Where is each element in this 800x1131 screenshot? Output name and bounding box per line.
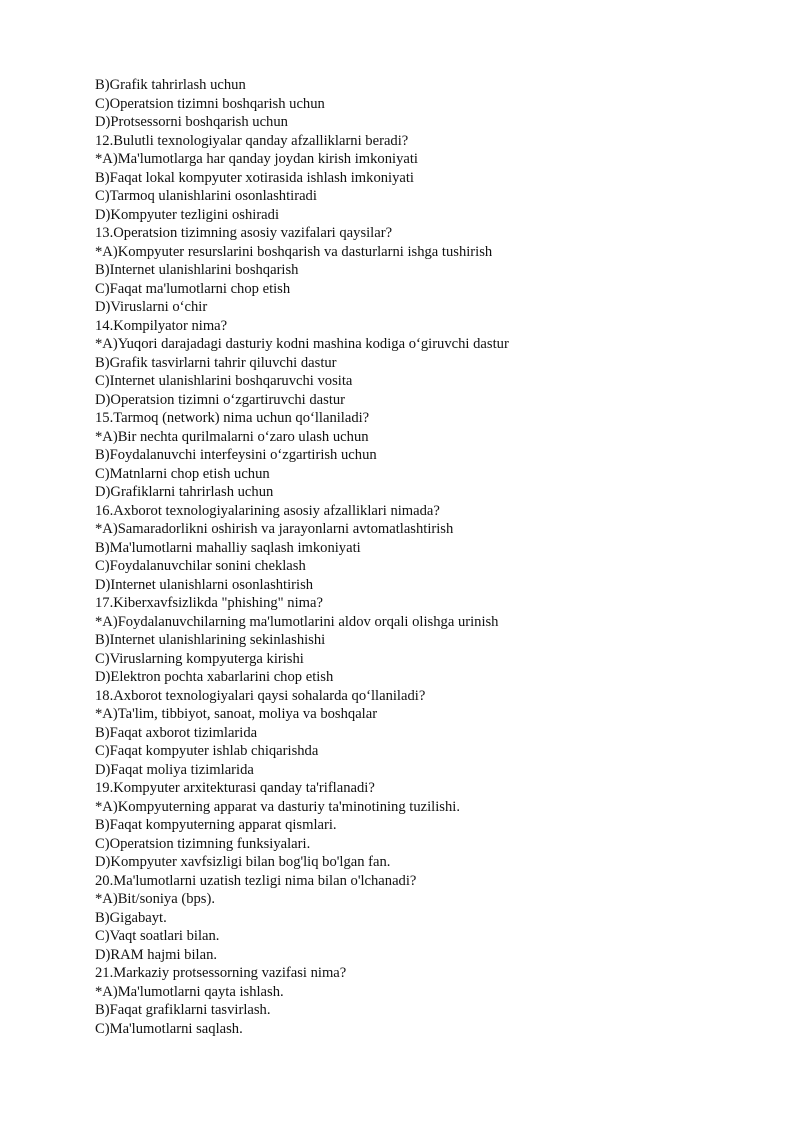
answer-option-line: B)Faqat grafiklarni tasvirlash. [95, 1002, 271, 1018]
answer-option-line: D)Elektron pochta xabarlarini chop etish [95, 669, 334, 685]
correct-answer-line: *A)Bir nechta qurilmalarni o‘zaro ulash uchun [95, 428, 369, 445]
answer-option-line: C)Operatsion tizimning funksiyalari. [95, 835, 311, 852]
answer-option-line: D)Operatsion tizimni o‘zgartiruvchi dastur [95, 391, 346, 408]
answer-option-line: B)Foydalanuvchi interfeysini o‘zgartirish uchun [95, 447, 377, 463]
question-line: 18.Axborot texnologiyalari qaysi sohalarda qo‘llaniladi? [95, 687, 426, 704]
answer-option-line: D)Viruslarni o‘chir [95, 299, 208, 315]
correct-answer-line: *A)Samaradorlikni oshirish va jarayonlarni avtomatlashtirish [95, 521, 454, 537]
correct-answer-line: *A)Bit/soniya (bps). [95, 891, 215, 907]
correct-answer-line: *A)Ma'lumotlarga har qanday joydan kirish imkoniyati [95, 151, 418, 167]
correct-answer-line: *A)Ma'lumotlarni qayta ishlash. [95, 983, 284, 1000]
correct-answer-line: *A)Kompyuterning apparat va dasturiy ta'minotining tuzilishi. [95, 798, 460, 815]
question-line: 20.Ma'lumotlarni uzatish tezligi nima bilan o'lchanadi? [95, 872, 417, 889]
answer-option-line: B)Ma'lumotlarni mahalliy saqlash imkoniyati [95, 539, 361, 556]
answer-option-line: D)Internet ulanishlarni osonlashtirish [95, 576, 314, 593]
answer-option-line: B)Grafik tahrirlash uchun [95, 77, 246, 93]
question-line: 19.Kompyuter arxitekturasi qanday ta'riflanadi? [95, 780, 375, 796]
answer-option-line: B)Gigabayt. [95, 909, 167, 926]
question-line: 13.Operatsion tizimning asosiy vazifalari qaysilar? [95, 225, 393, 241]
answer-option-line: B)Internet ulanishlarining sekinlashishi [95, 632, 326, 648]
answer-option-line: C)Internet ulanishlarini boshqaruvchi vosita [95, 373, 353, 389]
correct-answer-line: *A)Ta'lim, tibbiyot, sanoat, moliya va boshqalar [95, 706, 378, 722]
question-line: 17.Kiberxavfsizlikda "phishing" nima? [95, 595, 323, 611]
question-line: 14.Kompilyator nima? [95, 317, 228, 334]
answer-option-line: C)Tarmoq ulanishlarini osonlashtiradi [95, 188, 317, 204]
question-line: 15.Tarmoq (network) nima uchun qo‘llaniladi? [95, 410, 370, 426]
answer-option-line: C)Faqat ma'lumotlarni chop etish [95, 280, 291, 297]
question-line: 12.Bulutli texnologiyalar qanday afzalliklarni beradi? [95, 132, 409, 149]
answer-option-line: C)Operatsion tizimni boshqarish uchun [95, 95, 325, 112]
correct-answer-line: *A)Yuqori darajadagi dasturiy kodni mashina kodiga o‘giruvchi dastur [95, 336, 509, 352]
answer-option-line: B)Faqat axborot tizimlarida [95, 724, 258, 741]
answer-option-line: D)RAM hajmi bilan. [95, 946, 218, 963]
answer-option-line: D)Kompyuter tezligini oshiradi [95, 206, 280, 223]
answer-option-line: B)Faqat kompyuterning apparat qismlari. [95, 817, 337, 833]
question-line: 21.Markaziy protsessorning vazifasi nima? [95, 965, 347, 981]
quiz-text-block [95, 76, 755, 1038]
question-line: 16.Axborot texnologiyalarining asosiy afzalliklari nimada? [95, 502, 440, 519]
answer-option-line: C)Ma'lumotlarni saqlash. [95, 1020, 243, 1037]
correct-answer-line: *A)Foydalanuvchilarning ma'lumotlarini aldov orqali olishga urinish [95, 613, 499, 630]
answer-option-line: C)Foydalanuvchilar sonini cheklash [95, 558, 306, 574]
answer-option-line: D)Faqat moliya tizimlarida [95, 761, 254, 778]
answer-option-line: B)Grafik tasvirlarni tahrir qiluvchi dastur [95, 354, 337, 371]
answer-option-line: B)Faqat lokal kompyuter xotirasida ishlash imkoniyati [95, 169, 414, 186]
answer-option-line: C)Vaqt soatlari bilan. [95, 928, 220, 944]
answer-option-line: B)Internet ulanishlarini boshqarish [95, 262, 299, 278]
answer-option-line: D)Protsessorni boshqarish uchun [95, 114, 288, 130]
answer-option-line: D)Kompyuter xavfsizligi bilan bog'liq bo'lgan fan. [95, 854, 391, 870]
correct-answer-line: *A)Kompyuter resurslarini boshqarish va dasturlarni ishga tushirish [95, 243, 493, 260]
answer-option-line: C)Faqat kompyuter ishlab chiqarishda [95, 743, 319, 759]
answer-option-line: D)Grafiklarni tahrirlash uchun [95, 484, 274, 500]
answer-option-line: C)Viruslarning kompyuterga kirishi [95, 650, 304, 667]
answer-option-line: C)Matnlarni chop etish uchun [95, 465, 270, 482]
